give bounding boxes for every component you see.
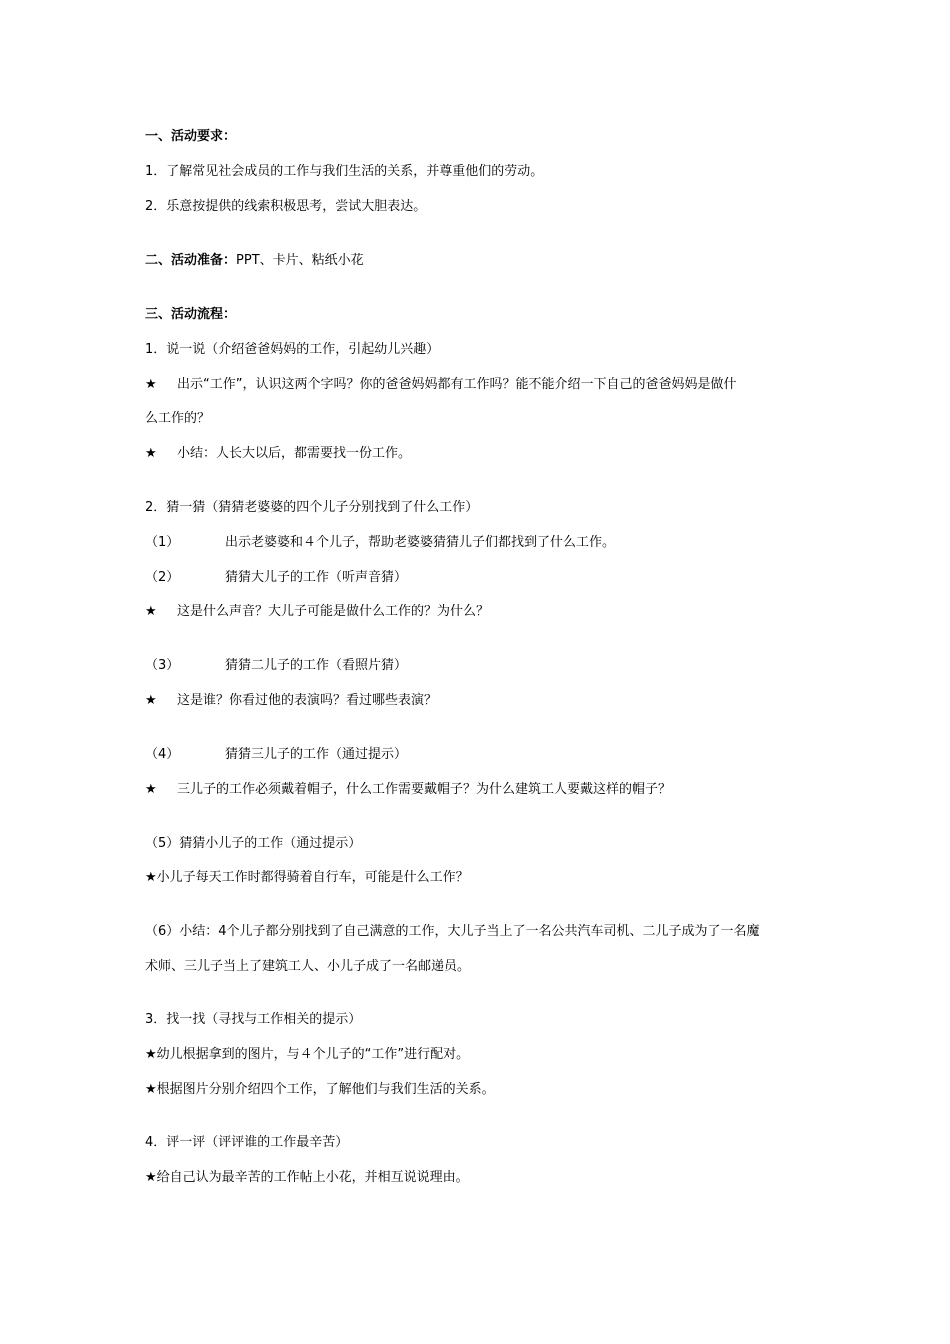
step-2-5: （5）猜猜小儿子的工作（通过提示） <box>145 836 362 851</box>
star-icon: ★ <box>145 446 157 461</box>
step-2-3-text: 猜猜二儿子的工作（看照片猜） <box>225 658 408 673</box>
step-2-4-question-text: 三儿子的工作必须戴着帽子，什么工作需要戴帽子？为什么建筑工人要戴这样的帽子？ <box>177 782 672 797</box>
step-1-question-cont: 么工作的？ <box>145 411 211 426</box>
step-4-item-a-text: 给自己认为最辛苦的工作帖上小花，并相互说说理由。 <box>156 1170 469 1185</box>
step-2-1 <box>145 534 615 552</box>
step-1-summary <box>145 445 411 463</box>
step-2-4-label: （4） <box>145 747 180 762</box>
step-4-title: 4．评一评（评评谁的工作最辛苦） <box>145 1135 349 1150</box>
step-2-5-question-text: 小儿子每天工作时都得骑着自行车，可能是什么工作？ <box>156 870 469 885</box>
section-1-heading: 一、活动要求： <box>145 129 237 144</box>
step-2-1-text: 出示老婆婆和４个儿子，帮助老婆婆猜猜儿子们都找到了什么工作。 <box>225 535 616 550</box>
step-3-item-a <box>145 1046 469 1064</box>
star-icon: ★ <box>145 377 157 392</box>
step-3-item-b-text: 根据图片分别介绍四个工作，了解他们与我们生活的关系。 <box>156 1082 495 1097</box>
step-2-2-question <box>145 603 489 621</box>
step-1-title: 1．说一说（介绍爸爸妈妈的工作，引起幼儿兴趣） <box>145 342 440 357</box>
star-icon: ★ <box>145 604 157 619</box>
requirement-1: 1．了解常见社会成员的工作与我们生活的关系，并尊重他们的劳动。 <box>145 164 544 179</box>
section-2-heading: 二、活动准备： <box>145 253 237 268</box>
star-icon: ★ <box>145 782 157 797</box>
step-2-3-question <box>145 692 437 710</box>
step-3-item-b <box>145 1081 495 1099</box>
step-2-3-question-text: 这是谁？你看过他的表演吗？看过哪些表演？ <box>177 693 438 708</box>
star-icon: ★ <box>145 693 157 708</box>
step-2-2-label: （2） <box>145 570 180 585</box>
step-2-2-text: 猜猜大儿子的工作（听声音猜） <box>225 570 408 585</box>
star-icon: ★ <box>145 1047 157 1062</box>
step-2-4 <box>145 746 407 764</box>
step-4-item-a <box>145 1169 469 1187</box>
step-2-1-label: （1） <box>145 535 180 550</box>
step-2-4-text: 猜猜三儿子的工作（通过提示） <box>225 747 408 762</box>
step-1-summary-text: 小结：人长大以后，都需要找一份工作。 <box>177 446 412 461</box>
step-2-2-question-text: 这是什么声音？大儿子可能是做什么工作的？为什么？ <box>177 604 490 619</box>
step-2-2 <box>145 569 407 587</box>
step-2-3 <box>145 657 407 675</box>
step-3-item-a-text: 幼儿根据拿到的图片，与４个儿子的“工作”进行配对。 <box>156 1047 470 1062</box>
step-2-3-label: （3） <box>145 658 180 673</box>
star-icon: ★ <box>145 1082 157 1097</box>
step-1-question-text: 出示“工作”，认识这两个字吗？你的爸爸妈妈都有工作吗？能不能介绍一下自己的爸爸妈妈是做什 <box>177 377 737 392</box>
step-1-question <box>145 376 736 394</box>
step-2-6: （6）小结：4个儿子都分别找到了自己满意的工作，大儿子当上了一名公共汽车司机、二儿子成为了一名魔 <box>145 924 760 939</box>
step-3-title: 3．找一找（寻找与工作相关的提示） <box>145 1012 362 1027</box>
section-3-heading: 三、活动流程： <box>145 307 237 322</box>
step-2-6-cont: 术师、三儿子当上了建筑工人、小儿子成了一名邮递员。 <box>145 959 471 974</box>
step-2-4-question <box>145 781 671 799</box>
requirement-2: 2．乐意按提供的线索积极思考，尝试大胆表达。 <box>145 199 427 214</box>
section-2-line <box>145 252 364 270</box>
star-icon: ★ <box>145 870 157 885</box>
step-2-5-question <box>145 869 469 887</box>
section-2-items: PPT、卡片、粘纸小花 <box>236 253 364 268</box>
star-icon: ★ <box>145 1170 157 1185</box>
step-2-title: 2．猜一猜（猜猜老婆婆的四个儿子分别找到了什么工作） <box>145 500 479 515</box>
